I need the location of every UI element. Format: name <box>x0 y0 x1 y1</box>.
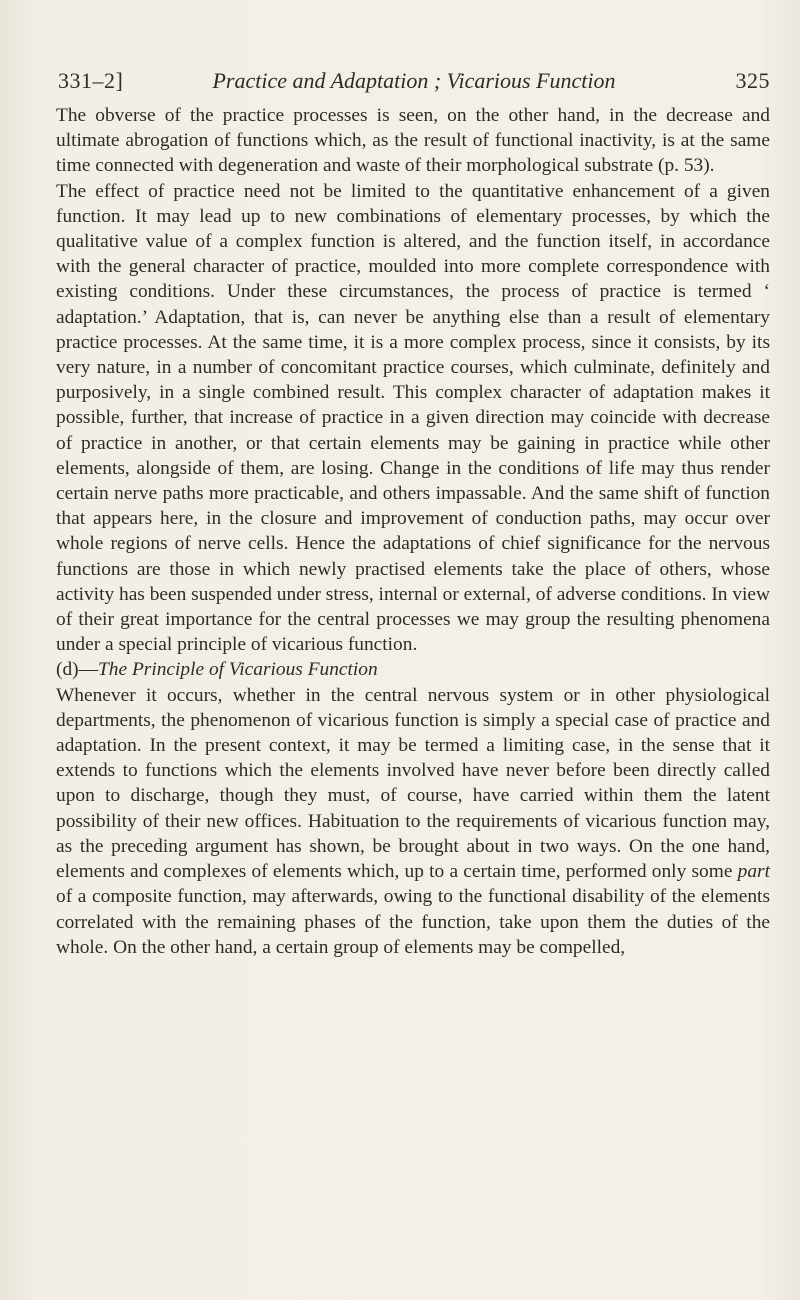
paragraph-adaptation: The effect of practice need not be limited to the quantitative enhancement of a given function. It may lead up to new combinations of elementary processes, by which the qualitative value of a complex function is altered, and the function itself, in accordance with the general character of practice, moulded into more complete correspondence with existing conditions. Under these circumstances, the process of practice is termed ‘ adaptation.’ Adaptation, that is, can never be anything else than a result of elementary practice processes. At the same time, it is a more complex process, since it consists, by its very nature, in a number of concomitant practice courses, which culminate, definitely and purposively, in a single combined result. This complex character of adaptation makes it possible, further, that increase of practice in a given direction may coincide with decrease of practice in another, or that certain elements may be gaining in practice while other elements, alongside of them, are losing. Change in the conditions of life may thus render certain nerve paths more practicable, and others impassable. And the same shift of function that appears here, in the closure and improvement of conduction paths, may occur over whole regions of nerve cells. Hence the adaptations of chief significance for the nervous functions are those in which newly practised elements take the place of others, whose activity has been suspended under stress, internal or external, of adverse conditions. In view of their great importance for the central processes we may group the resulting phenomena under a special principle of vicarious function. <box>56 180 771 656</box>
body-text <box>56 103 770 960</box>
paragraph-vicarious-part2: of a composite function, may afterwards, owing to the functional disability of the elements correlated with the remaining phases of the function, take upon them the duties of the whole. On the other hand, a certain group of elements may be compelled, <box>56 886 770 958</box>
paragraph-vicarious-part1: Whenever it occurs, whether in the central nervous system or in other physiological departments, the phenomenon of vicarious function is simply a special case of practice and adaptation. In the present context, it may be termed a limiting case, in the sense that it extends to functions which the elements involved have never before been directly called upon to discharge, though they must, of course, have carried within them the latent possibility of their new offices. Habituation to the requirements of vicarious function may, as the preceding argument has shown, be brought about in two ways. On the one hand, elements and complexes of elements which, up to a certain time, performed only some <box>56 684 770 883</box>
section-heading-text: The Principle of Vicarious Function <box>98 659 378 681</box>
emphasis-part: part <box>737 861 770 883</box>
chapter-title: Practice and Adaptation ; Vicarious Function <box>212 68 616 93</box>
paragraph-vicarious <box>56 683 770 960</box>
page-number: 325 <box>735 68 770 93</box>
section-heading <box>56 657 770 682</box>
section-heading-label: (d)— <box>56 659 99 681</box>
running-head <box>58 66 770 96</box>
section-reference: 331–2] <box>58 68 124 93</box>
paragraph-obverse: The obverse of the practice processes is seen, on the other hand, in the decrease and ultimate abrogation of functions which, as the result of functional inactivity, is at the same time connected with degeneration and waste of their morphological substrate (p. 53). <box>56 105 770 177</box>
